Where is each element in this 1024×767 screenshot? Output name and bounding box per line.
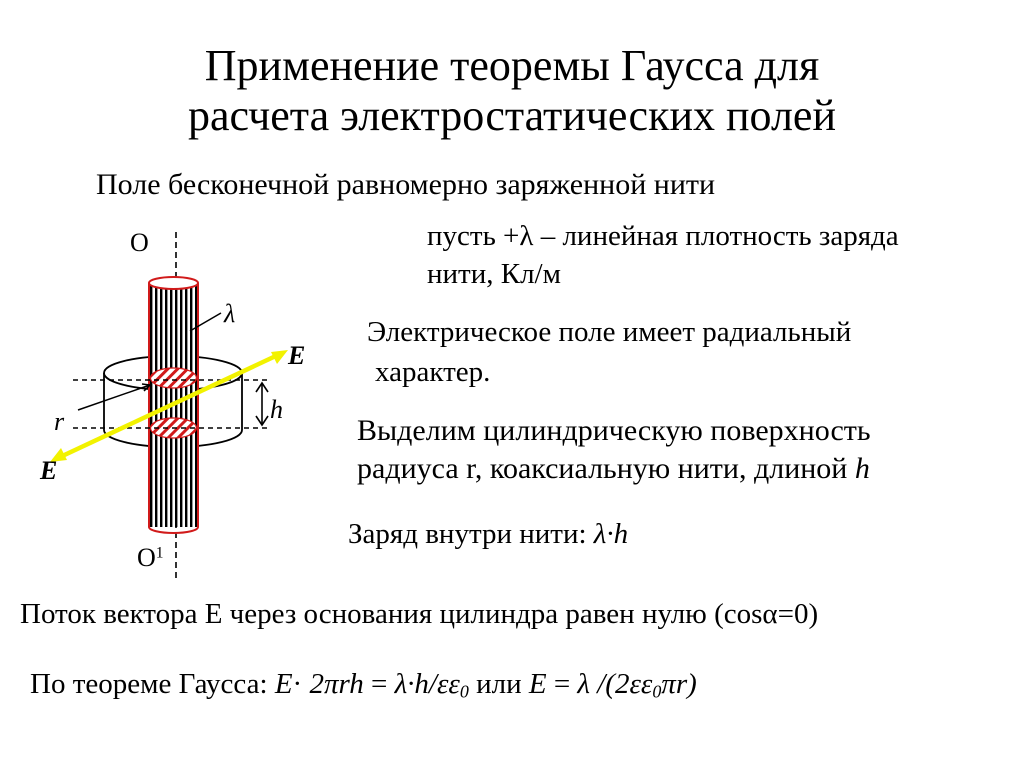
gauss-rhs-2a: λ /(2εε [577, 668, 653, 700]
thread-bottom-cap [149, 527, 198, 533]
surface-line-1: Выделим цилиндрическую поверхность [357, 414, 871, 447]
gauss-sub-0-b: 0 [652, 681, 662, 702]
label-e-right: E [288, 341, 306, 370]
label-r: r [54, 407, 65, 436]
gauss-prefix: По теореме Гаусса: [30, 668, 275, 700]
gauss-e-2: E [528, 668, 547, 700]
gauss-sub-0-a: 0 [459, 681, 469, 702]
radial-line-2: характер. [375, 356, 491, 388]
gauss-eq-2: = [546, 668, 578, 700]
gauss-lhs-rest: 2πrh [302, 668, 364, 700]
label-o-bottom [137, 543, 164, 573]
charge-text: Заряд внутри нити: [348, 518, 594, 550]
gauss-rhs-2b: πr) [661, 668, 697, 700]
slide-title-line-2: расчета электростатических полей [187, 91, 837, 140]
radial-line-1: Электрическое поле имеет радиальный [367, 316, 852, 348]
label-o-bottom-sup: 1 [155, 544, 164, 562]
label-e-left: E [40, 456, 58, 485]
gauss-lhs-e: E [274, 668, 293, 700]
gauss-eq-1: = [363, 668, 395, 700]
surface-line-2-h: h [854, 452, 870, 485]
r-radius-line [78, 385, 150, 410]
slide-title-line-1: Применение теоремы Гаусса для [204, 41, 820, 90]
label-o-top: O [130, 228, 149, 257]
gauss-middle: или [468, 668, 529, 700]
thread-top-cap [149, 277, 198, 289]
gauss-rhs-1: λ·h/εε [394, 668, 460, 700]
thread-section-top [151, 368, 197, 388]
slide-subtitle: Поле бесконечной равномерно заряженной нити [96, 168, 716, 201]
label-o-bottom-letter: O [137, 543, 156, 572]
field-arrow-right [271, 350, 288, 364]
charge-formula: λ·h [593, 518, 629, 550]
flux-statement: Поток вектора E через основания цилиндра равен нулю (cosα=0) [20, 598, 819, 630]
density-line-1: пусть +λ – линейная плотность заряда [427, 220, 899, 252]
gauss-lhs-dot: · [292, 668, 303, 700]
label-h: h [270, 395, 283, 424]
surface-line-2-text: радиуса r, коаксиальную нити, длиной [357, 452, 855, 485]
density-line-2: нити, Кл/м [427, 258, 561, 290]
label-lambda: λ [224, 299, 236, 328]
